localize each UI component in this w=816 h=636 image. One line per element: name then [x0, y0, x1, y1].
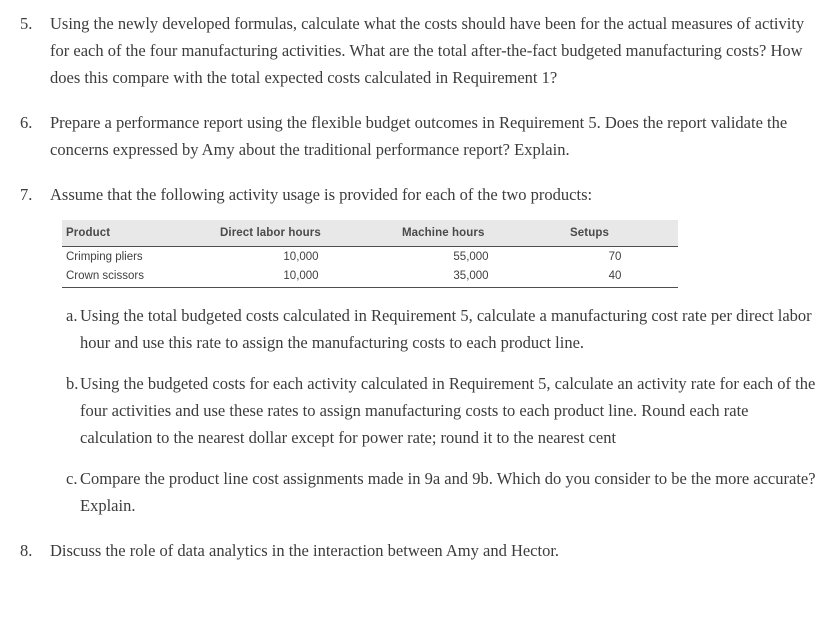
cell-direct-labor-hours: 10,000 — [212, 266, 390, 287]
cell-setups: 70 — [608, 250, 622, 263]
table-body — [62, 247, 678, 288]
subitem-letter-b: b. — [66, 373, 79, 393]
spacer-after-subitem-c — [0, 519, 816, 537]
table-header — [62, 220, 678, 247]
question-text-8: Discuss the role of data analytics in the interaction between Amy and Hector. — [50, 540, 560, 560]
question-text-5: Using the newly developed formulas, calculate what the costs should have been for the actual measures of activity for each of the four manufacturing activities. What are the total after-the-fact budgeted manufacturing costs? How does this compare with the total expected costs calculated in Requirement 1? — [50, 14, 805, 87]
subitem-text-b: Using the budgeted costs for each activity calculated in Requirement 5, calculate an activity rate for each of the four activities and use these rates to assign manufacturing costs to each product line. Round each rate calculation to the nearest dollar except for power rate; round it to the nearest cent — [80, 373, 816, 447]
cell-setups: 40 — [552, 266, 678, 287]
question-item-6 — [0, 109, 816, 163]
question-item-5 — [0, 10, 816, 91]
spacer-after-q5 — [0, 91, 816, 109]
table-row — [62, 247, 678, 267]
question-item-8 — [0, 537, 816, 564]
cell-product: Crimping pliers — [66, 250, 143, 263]
activity-usage-table — [62, 220, 678, 288]
top-spacer — [0, 0, 816, 10]
column-header-machine-hours: Machine hours — [390, 220, 552, 247]
question-item-7 — [0, 181, 816, 208]
spacer-before-table — [0, 208, 816, 220]
subitem-letter-c: c. — [66, 468, 78, 488]
subitem-text-c: Compare the product line cost assignments made in 9a and 9b. Which do you consider to be the more accurate? Explain. — [80, 468, 816, 515]
subitem-text-a: Using the total budgeted costs calculated in Requirement 5, calculate a manufacturing cost rate per direct labor hour and use this rate to assign the manufacturing costs to each product line. — [80, 305, 812, 352]
question-number-6: 6. — [20, 113, 33, 132]
spacer-after-table — [0, 288, 816, 302]
cell-machine-hours: 55,000 — [453, 250, 489, 263]
spacer-after-q6 — [0, 163, 816, 181]
spacer-after-subitem-b — [0, 451, 816, 465]
cell-direct-labor-hours: 10,000 — [283, 250, 319, 263]
question-number-7: 7. — [20, 185, 33, 204]
column-header-product: Product — [62, 220, 212, 247]
subitem-c — [0, 465, 816, 519]
subitem-b — [0, 370, 816, 451]
subitem-a — [0, 302, 816, 356]
question-text-6: Prepare a performance report using the flexible budget outcomes in Requirement 5. Does the report validate the concerns expressed by Amy about the traditional performance report? Explain. — [50, 113, 788, 159]
spacer-after-subitem-a — [0, 356, 816, 370]
column-header-direct-labor-hours: Direct labor hours — [212, 220, 390, 247]
table-header-row — [62, 220, 678, 247]
question-number-8: 8. — [20, 540, 33, 560]
table-row — [62, 266, 678, 287]
question-number-5: 5. — [20, 14, 33, 33]
activity-usage-table-wrapper — [62, 220, 640, 288]
cell-product: Crown scissors — [62, 266, 212, 287]
column-header-setups: Setups — [552, 220, 678, 247]
question-text-7: Assume that the following activity usage is provided for each of the two products: — [50, 185, 593, 204]
subitem-letter-a: a. — [66, 305, 78, 325]
cell-machine-hours: 35,000 — [390, 266, 552, 287]
